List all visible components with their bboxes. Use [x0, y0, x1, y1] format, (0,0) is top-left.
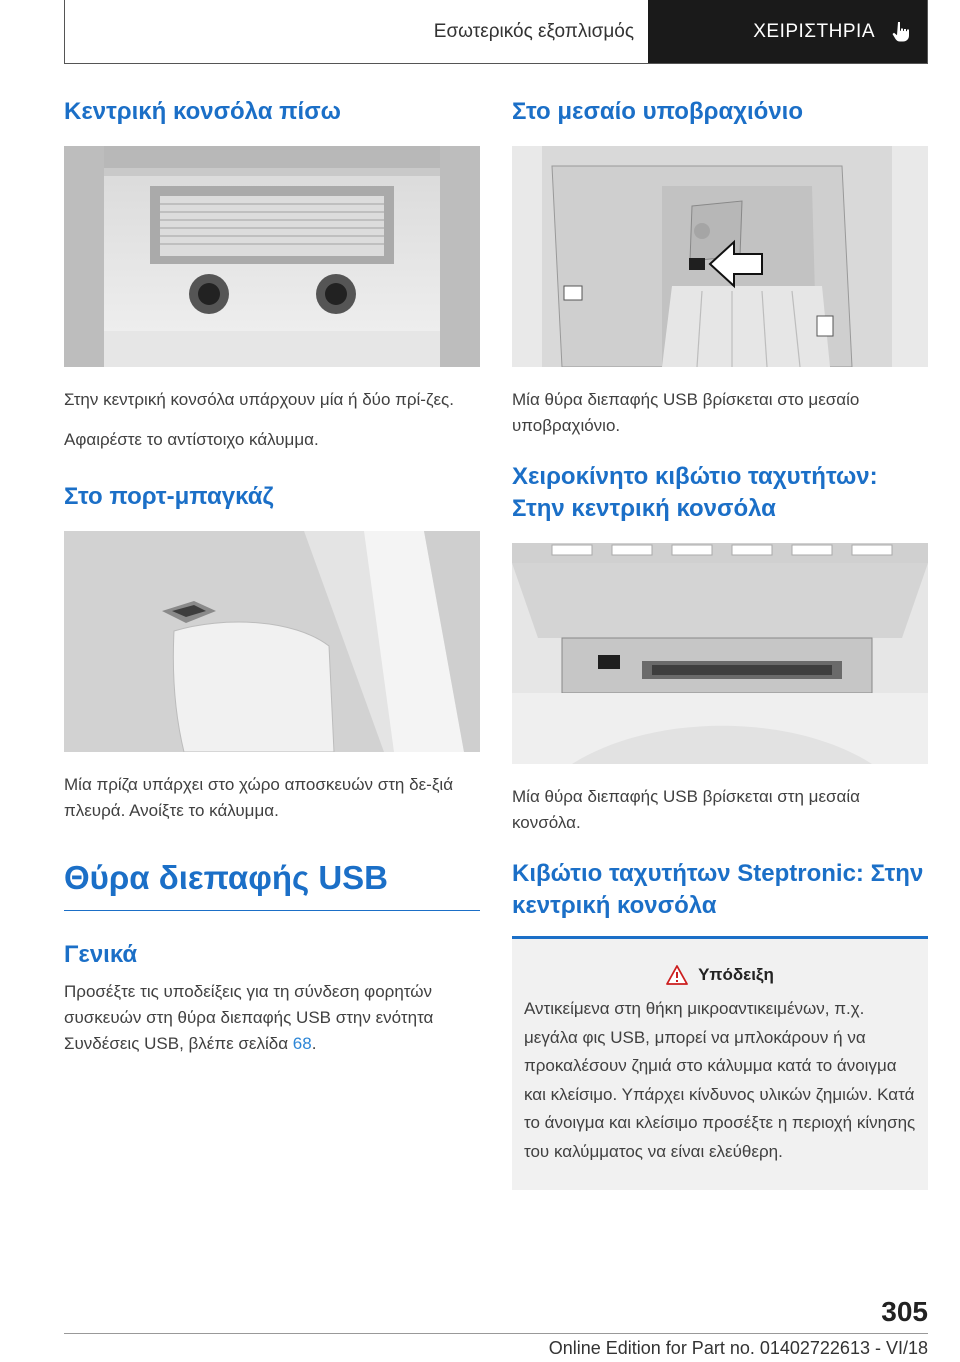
footer-divider: [64, 1333, 928, 1334]
page-number: 305: [881, 1296, 928, 1327]
general-text-tail: .: [311, 1034, 317, 1053]
section-title: Εσωτερικός εξοπλισμός: [433, 20, 634, 42]
manual-gearbox-heading: Χειροκίνητο κιβώτιο ταχυτήτων: Στην κεντρική κονσόλα: [512, 463, 878, 522]
warning-triangle-icon: [666, 965, 688, 985]
luggage-heading: Στο πορτ-μπαγκάζ: [64, 483, 274, 510]
rear-console-heading: Κεντρική κονσόλα πίσω: [64, 98, 341, 125]
luggage-text: Μία πρίζα υπάρχει στο χώρο αποσκευών στη δε-ξιά πλευρά. Ανοίξτε το κάλυμμα.: [64, 775, 454, 820]
steptronic-heading: Κιβώτιο ταχυτήτων Steptronic: Στην κεντρική κονσόλα: [512, 860, 924, 919]
general-heading: Γενικά: [64, 941, 138, 968]
notice-header: [524, 965, 916, 985]
armrest-text: Μία θύρα διεπαφής USB βρίσκεται στο μεσαίο υποβραχιόνιο.: [512, 390, 860, 435]
manual-gearbox-text: Μία θύρα διεπαφής USB βρίσκεται στη μεσαία κονσόλα.: [512, 787, 860, 832]
armrest-photo: [512, 146, 928, 367]
pointing-hand-icon: [889, 20, 913, 44]
general-text: [64, 979, 480, 1057]
manual-tab-label: ΧΕΙΡΙΣΤΗΡΙΑ: [753, 20, 875, 42]
page-header: [64, 0, 928, 64]
manual-tab[interactable]: [648, 0, 927, 63]
usb-heading: Θύρα διεπαφής USB: [64, 858, 480, 911]
left-column: [64, 96, 480, 1071]
rear-console-text-2: Αφαιρέστε το αντίστοιχο κάλυμμα.: [64, 430, 319, 449]
notice-box: [512, 936, 928, 1190]
notice-heading: Υπόδειξη: [698, 965, 774, 984]
edition-text: Online Edition for Part no. 01402722613 - VI/18: [548, 1338, 928, 1358]
general-text-body: Προσέξτε τις υποδείξεις για τη σύνδεση φορητών συσκευών στη θύρα διεπαφής USB στην ενότητα Συνδέσεις USB, βλέπε σελίδα: [64, 982, 434, 1053]
rear-console-photo: [64, 146, 480, 367]
notice-text: Αντικείμενα στη θήκη μικροαντικειμένων, π.χ. μεγάλα φις USB, μπορεί να μπλοκάρουν ή να προκαλέσουν ζημιά στο κάλυμμα κατά το άνοιγμα και κλείσιμο. Υπάρχει κίνδυνος υλικών ζημιών. Κατά το άνοιγμα και κλείσιμο προσέξτε η περιοχή κίνησης του καλύμματος να είναι ελεύθερη.: [524, 999, 916, 1161]
luggage-photo: [64, 531, 480, 752]
page-link[interactable]: 68: [292, 1034, 312, 1053]
rear-console-text-1: Στην κεντρική κονσόλα υπάρχουν μία ή δύο πρί-ζες.: [64, 390, 454, 409]
manual-gearbox-photo: [512, 543, 928, 764]
right-column: [512, 96, 928, 1190]
armrest-heading: Στο μεσαίο υποβραχιόνιο: [512, 98, 804, 125]
